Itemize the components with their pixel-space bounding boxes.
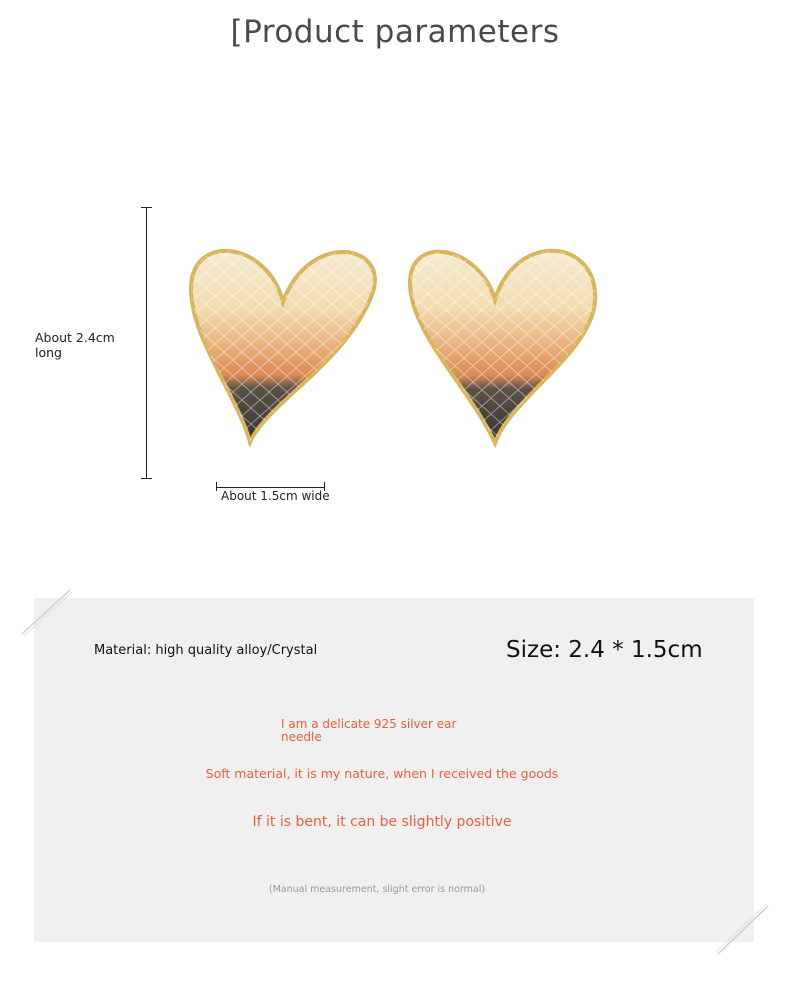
measurement-disclaimer: (Manual measurement, slight error is normal) [268,884,486,895]
silver-needle-note: I am a delicate 925 silver ear needle [281,717,457,744]
length-measure-cap-top [141,207,152,208]
length-label: About 2.4cm long [35,330,115,360]
width-measure-line [216,487,324,488]
width-measure-cap-left [216,482,217,491]
soft-material-note: Soft material, it is my nature, when I received the goods [205,766,559,781]
length-measure-line [146,207,147,479]
width-label: About 1.5cm wide [221,489,330,503]
material-text: Material: high quality alloy/Crystal [94,643,318,658]
corner-decoration-top-left [20,588,80,648]
size-text: Size: 2.4 * 1.5cm [506,637,703,663]
right-earring [410,251,595,443]
length-measure-cap-bottom [141,478,152,479]
left-earring [191,251,375,442]
corner-decoration-bottom-right [712,900,772,960]
page-title: [Product parameters [230,14,560,50]
bend-note: If it is bent, it can be slightly positive [252,814,512,830]
heart-crystal-earrings-icon [186,228,606,448]
